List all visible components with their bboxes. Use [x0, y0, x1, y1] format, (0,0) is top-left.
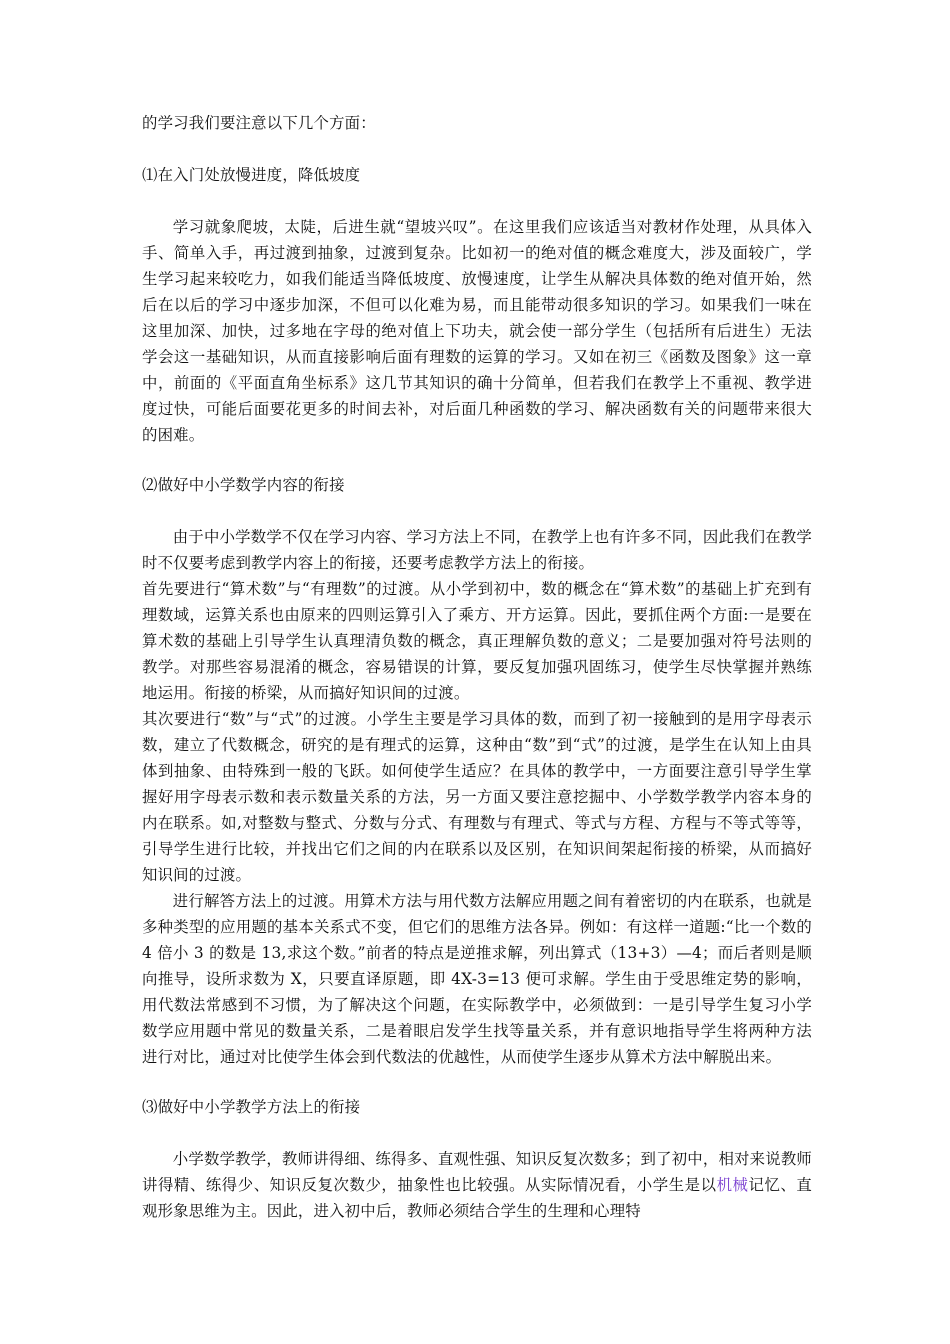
section2-paragraph-4: 进行解答方法上的过渡。用算术方法与用代数方法解应用题之间有着密切的内在联系，也就是多种类型的应用题的基本关系式不变，但它们的思维方法各异。例如：有这样一道题:“比一个数的 4 倍小 3 的数是 13,求这个数。”前者的特点是逆推求解，列出算式（13+3）—4；而后者则是顺向推导，设所求数为 X，只要直译原题，即 4X-3=13 便可求解。学生由于受思维定势的影响，用代数法常感到不习惯，为了解决这个问题，在实际教学中，必须做到：一是引导学生复习小学数学应用题中常见的数量关系，二是着眼启发学生找等量关系，并有意识地指导学生将两种方法进行对比，通过对比使学生体会到代数法的优越性，从而使学生逐步从算术方法中解脱出来。	[142, 892, 813, 1066]
section3-text-before-link: 小学数学教学，教师讲得细、练得多、直观性强、知识反复次数多；到了初中，相对来说教师讲得精、练得少、知识反复次数少，抽象性也比较强。从实际情况看，小学生是以	[142, 1150, 813, 1194]
section1-heading: ⑴在入门处放慢进度，降低坡度	[142, 166, 361, 184]
section2-paragraph-2: 首先要进行“算术数”与“有理数”的过渡。从小学到初中，数的概念在“算术数”的基础上扩充到有理数域，运算关系也由原来的四则运算引入了乘方、开方运算。因此，要抓住两个方面:一是要在算术数的基础上引导学生认真理清负数的概念，真正理解负数的意义；二是要加强对符号法则的教学。对那些容易混淆的概念，容易错误的计算，要反复加强巩固练习，使学生尽快掌握并熟练地运用。衔接的桥梁，从而搞好知识间的过渡。	[142, 580, 812, 702]
section3-text-after-link: 记忆、直观形象思维为主。因此，进入初中后，教师必须结合学生的生理和心理特	[142, 1176, 812, 1220]
section3-heading: ⑶做好中小学教学方法上的衔接	[142, 1098, 361, 1116]
section2-heading: ⑵做好中小学数学内容的衔接	[142, 476, 345, 494]
section1-paragraph: 学习就象爬坡，太陡，后进生就“望坡兴叹”。在这里我们应该适当对教材作处理，从具体入手、简单入手，再过渡到抽象，过渡到复杂。比如初一的绝对值的概念难度大，涉及面较广，学生学习起来较吃力，如我们能适当降低坡度、放慢速度，让学生从解决具体数的绝对值开始，然后在以后的学习中逐步加深，不但可以化难为易，而且能带动很多知识的学习。如果我们一味在这里加深、加快，过多地在字母的绝对值上下功夫，就会使一部分学生（包括所有后进生）无法学会这一基础知识，从而直接影响后面有理数的运算的学习。又如在初三《函数及图象》这一章中，前面的《平面直角坐标系》这几节其知识的确十分简单，但若我们在教学上不重视、教学进度过快，可能后面要花更多的时间去补，对后面几种函数的学习、解决函数有关的问题带来很大的困难。	[142, 218, 812, 444]
section2-paragraph-1: 由于中小学数学不仅在学习内容、学习方法上不同，在教学上也有许多不同，因此我们在教学时不仅要考虑到教学内容上的衔接，还要考虑教学方法上的衔接。	[142, 528, 813, 572]
section2-paragraph-3: 其次要进行“数”与“式”的过渡。小学生主要是学习具体的数，而到了初一接触到的是用字母表示数，建立了代数概念，研究的是有理式的运算，这种由“数”到“式”的过渡，是学生在认知上由具体到抽象、由特殊到一般的飞跃。如何使学生适应？在具体的教学中，一方面要注意引导学生掌握好用字母表示数和表示数量关系的方法，另一方面又要注意挖掘中、小学数学教学内容本身的内在联系。如,对整数与整式、分数与分式、有理数与有理式、等式与方程、方程与不等式等等，引导学生进行比较，并找出它们之间的内在联系以及区别，在知识间架起衔接的桥梁，从而搞好知识间的过渡。	[142, 710, 812, 884]
section3-paragraph	[142, 1146, 812, 1224]
intro-line: 的学习我们要注意以下几个方面：	[142, 114, 376, 132]
document-page	[142, 110, 812, 1224]
mechanical-link[interactable]: 机械	[716, 1176, 749, 1194]
